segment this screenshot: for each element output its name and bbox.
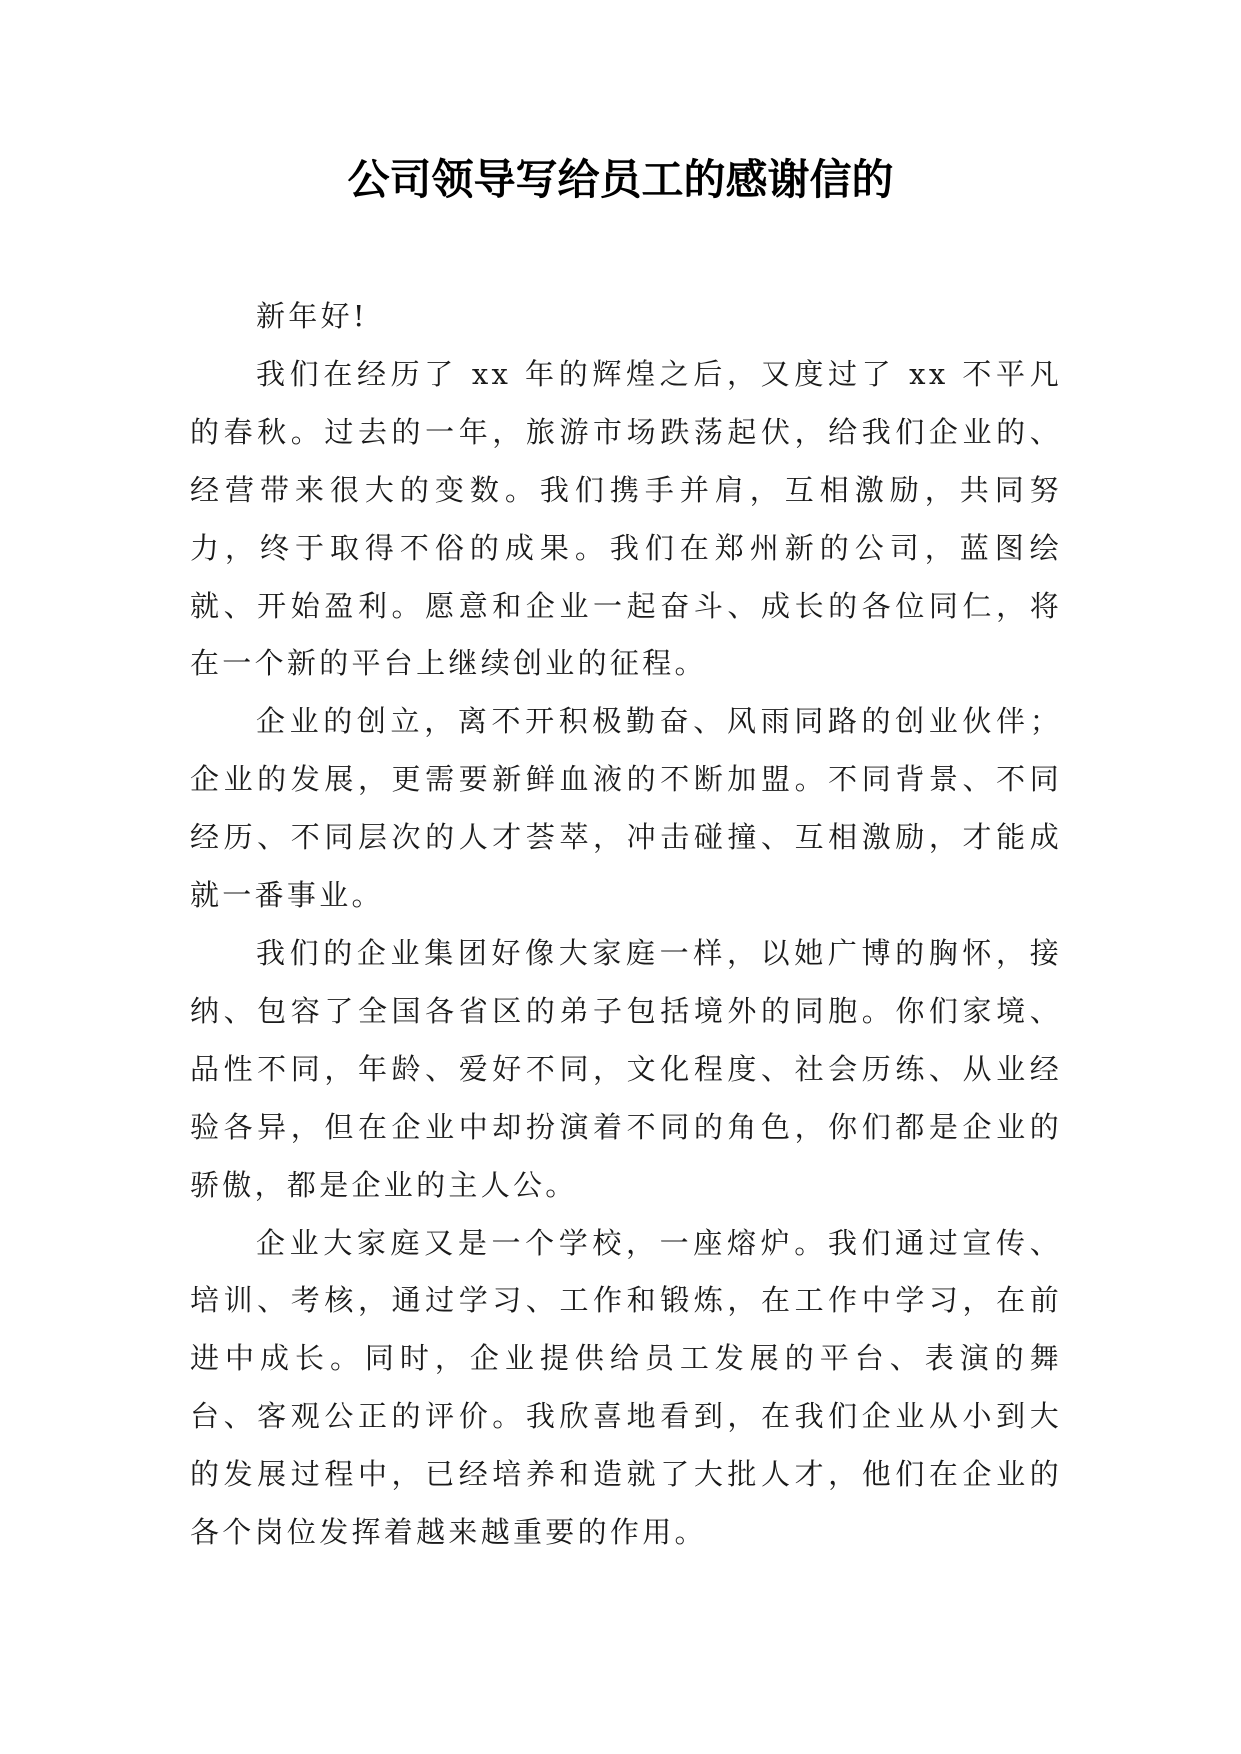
body-paragraph-1: 我们在经历了 xx 年的辉煌之后，又度过了 xx 不平凡的春秋。过去的一年，旅游市场跌荡起伏，给我们企业的、经营带来很大的变数。我们携手并肩，互相激励，共同努力，终于取得不俗的成果。我们在郑州新的公司，蓝图绘就、开始盈利。愿意和企业一起奋斗、成长的各位同仁，将在一个新的平台上继续创业的征程。: [190, 356, 1062, 681]
body-paragraph-4: 企业大家庭又是一个学校，一座熔炉。我们通过宣传、培训、考核，通过学习、工作和锻炼，在工作中学习，在前进中成长。同时，企业提供给员工发展的平台、表演的舞台、客观公正的评价。我欣喜地看到，在我们企业从小到大的发展过程中，已经培养和造就了大批人才，他们在企业的各个岗位发挥着越来越重要的作用。: [190, 1225, 1062, 1550]
body-paragraph-3: 我们的企业集团好像大家庭一样，以她广博的胸怀，接纳、包容了全国各省区的弟子包括境外的同胞。你们家境、品性不同，年龄、爱好不同，文化程度、社会历练、从业经验各异，但在企业中却扮演着不同的角色，你们都是企业的骄傲，都是企业的主人公。: [190, 935, 1062, 1202]
document-title: 公司领导写给员工的感谢信的: [347, 155, 894, 204]
body-paragraph-2: 企业的创立，离不开积极勤奋、风雨同路的创业伙伴；企业的发展，更需要新鲜血液的不断加盟。不同背景、不同经历、不同层次的人才荟萃，冲击碰撞、互相激励，才能成就一番事业。: [190, 704, 1062, 913]
letter-body: [190, 288, 1062, 1562]
greeting-paragraph: 新年好!: [256, 299, 368, 333]
